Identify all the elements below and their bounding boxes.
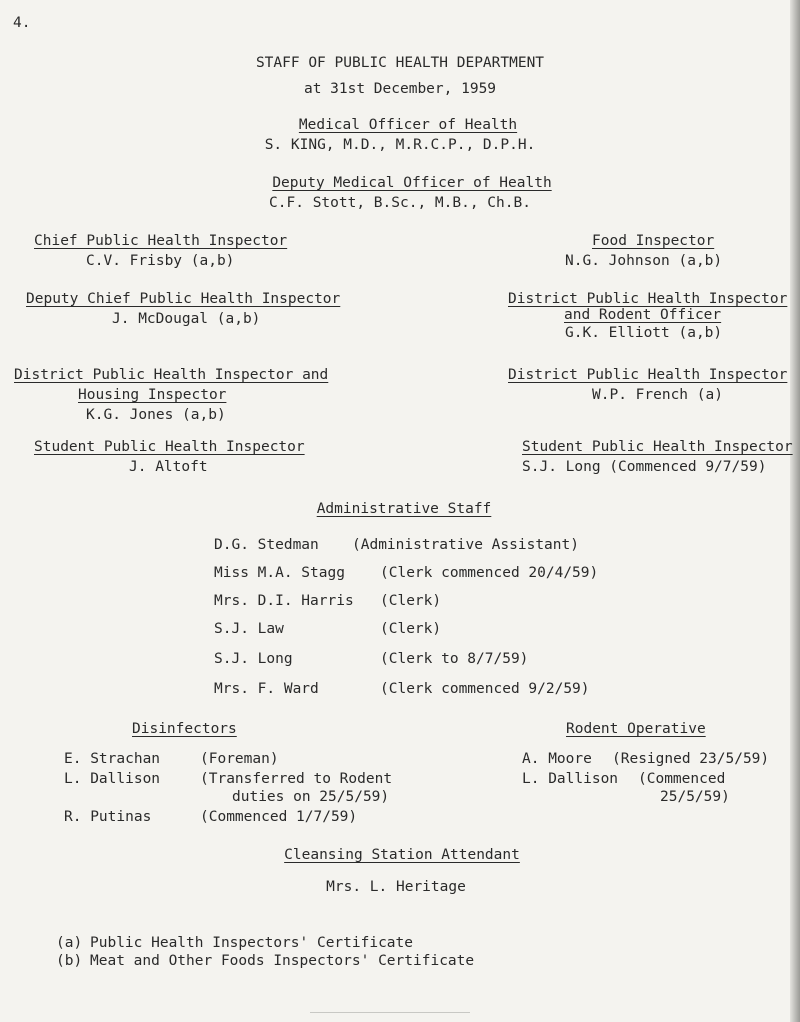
admin-name: Miss M.A. Stagg [214, 565, 345, 581]
admin-staff-heading: Administrative Staff [316, 501, 492, 517]
footnote-a-text: Public Health Inspectors' Certificate [90, 935, 414, 951]
moh-name: S. KING, M.D., M.R.C.P., D.P.H. [264, 137, 536, 153]
disinfector-note-continued: duties on 25/5/59) [232, 789, 390, 805]
district-phi-rodent-heading-line1: District Public Health Inspector [508, 291, 788, 307]
admin-role: (Clerk commenced 9/2/59) [380, 681, 590, 697]
rodent-operative-note: (Resigned 23/5/59) [612, 751, 770, 767]
student-phi-left-heading: Student Public Health Inspector [34, 439, 305, 455]
rodent-operative-name: L. Dallison [522, 771, 619, 787]
district-phi-rodent-heading-line2: and Rodent Officer [564, 307, 722, 323]
district-phi-housing-heading-line2: Housing Inspector [78, 387, 227, 403]
disinfector-name: E. Strachan [64, 751, 161, 767]
cleansing-attendant-name: Mrs. L. Heritage [326, 879, 466, 895]
admin-name: S.J. Long [214, 651, 293, 667]
admin-name: S.J. Law [214, 621, 284, 637]
admin-role: (Clerk) [380, 621, 442, 637]
document-title: STAFF OF PUBLIC HEALTH DEPARTMENT [255, 55, 545, 71]
food-inspector-heading: Food Inspector [592, 233, 715, 249]
admin-role: (Clerk) [380, 593, 442, 609]
moh-heading: Medical Officer of Health [298, 117, 518, 133]
student-phi-right-name: S.J. Long (Commenced 9/7/59) [522, 459, 767, 475]
chief-phi-name: C.V. Frisby (a,b) [86, 253, 235, 269]
district-phi-housing-heading-line1: District Public Health Inspector and [14, 367, 329, 383]
disinfector-name: L. Dallison [64, 771, 161, 787]
dmoh-heading: Deputy Medical Officer of Health [272, 175, 552, 191]
rodent-operative-note-continued: 25/5/59) [660, 789, 730, 805]
deputy-chief-phi-name: J. McDougal (a,b) [112, 311, 261, 327]
disinfector-note: (Commenced 1/7/59) [200, 809, 358, 825]
footnote-b-key: (b) [56, 953, 83, 969]
footnote-b-text: Meat and Other Foods Inspectors' Certificate [90, 953, 475, 969]
student-phi-right-heading: Student Public Health Inspector [522, 439, 793, 455]
district-phi-name: W.P. French (a) [592, 387, 723, 403]
page-number: 4. [13, 15, 31, 31]
district-phi-rodent-name: G.K. Elliott (a,b) [565, 325, 723, 341]
date-line: at 31st December, 1959 [303, 81, 497, 97]
disinfector-note: (Foreman) [200, 751, 279, 767]
footnote-a-key: (a) [56, 935, 83, 951]
rodent-operative-name: A. Moore [522, 751, 592, 767]
disinfector-note: (Transferred to Rodent [200, 771, 393, 787]
disinfector-name: R. Putinas [64, 809, 152, 825]
food-inspector-name: N.G. Johnson (a,b) [565, 253, 723, 269]
page-edge-shadow [790, 0, 800, 1022]
cleansing-attendant-heading: Cleansing Station Attendant [284, 847, 520, 863]
deputy-chief-phi-heading: Deputy Chief Public Health Inspector [26, 291, 341, 307]
admin-name: Mrs. F. Ward [214, 681, 319, 697]
district-phi-housing-name: K.G. Jones (a,b) [86, 407, 226, 423]
admin-name: Mrs. D.I. Harris [214, 593, 354, 609]
admin-role: (Administrative Assistant) [352, 537, 579, 553]
student-phi-left-name: J. Altoft [129, 459, 208, 475]
admin-name: D.G. Stedman [214, 537, 319, 553]
dmoh-name: C.F. Stott, B.Sc., M.B., Ch.B. [269, 195, 531, 211]
disinfectors-heading: Disinfectors [132, 721, 237, 737]
bottom-rule [310, 1012, 470, 1013]
rodent-operative-note: (Commenced [638, 771, 726, 787]
chief-phi-heading: Chief Public Health Inspector [34, 233, 288, 249]
admin-role: (Clerk commenced 20/4/59) [380, 565, 599, 581]
admin-role: (Clerk to 8/7/59) [380, 651, 529, 667]
rodent-operative-heading: Rodent Operative [566, 721, 706, 737]
district-phi-heading: District Public Health Inspector [508, 367, 788, 383]
